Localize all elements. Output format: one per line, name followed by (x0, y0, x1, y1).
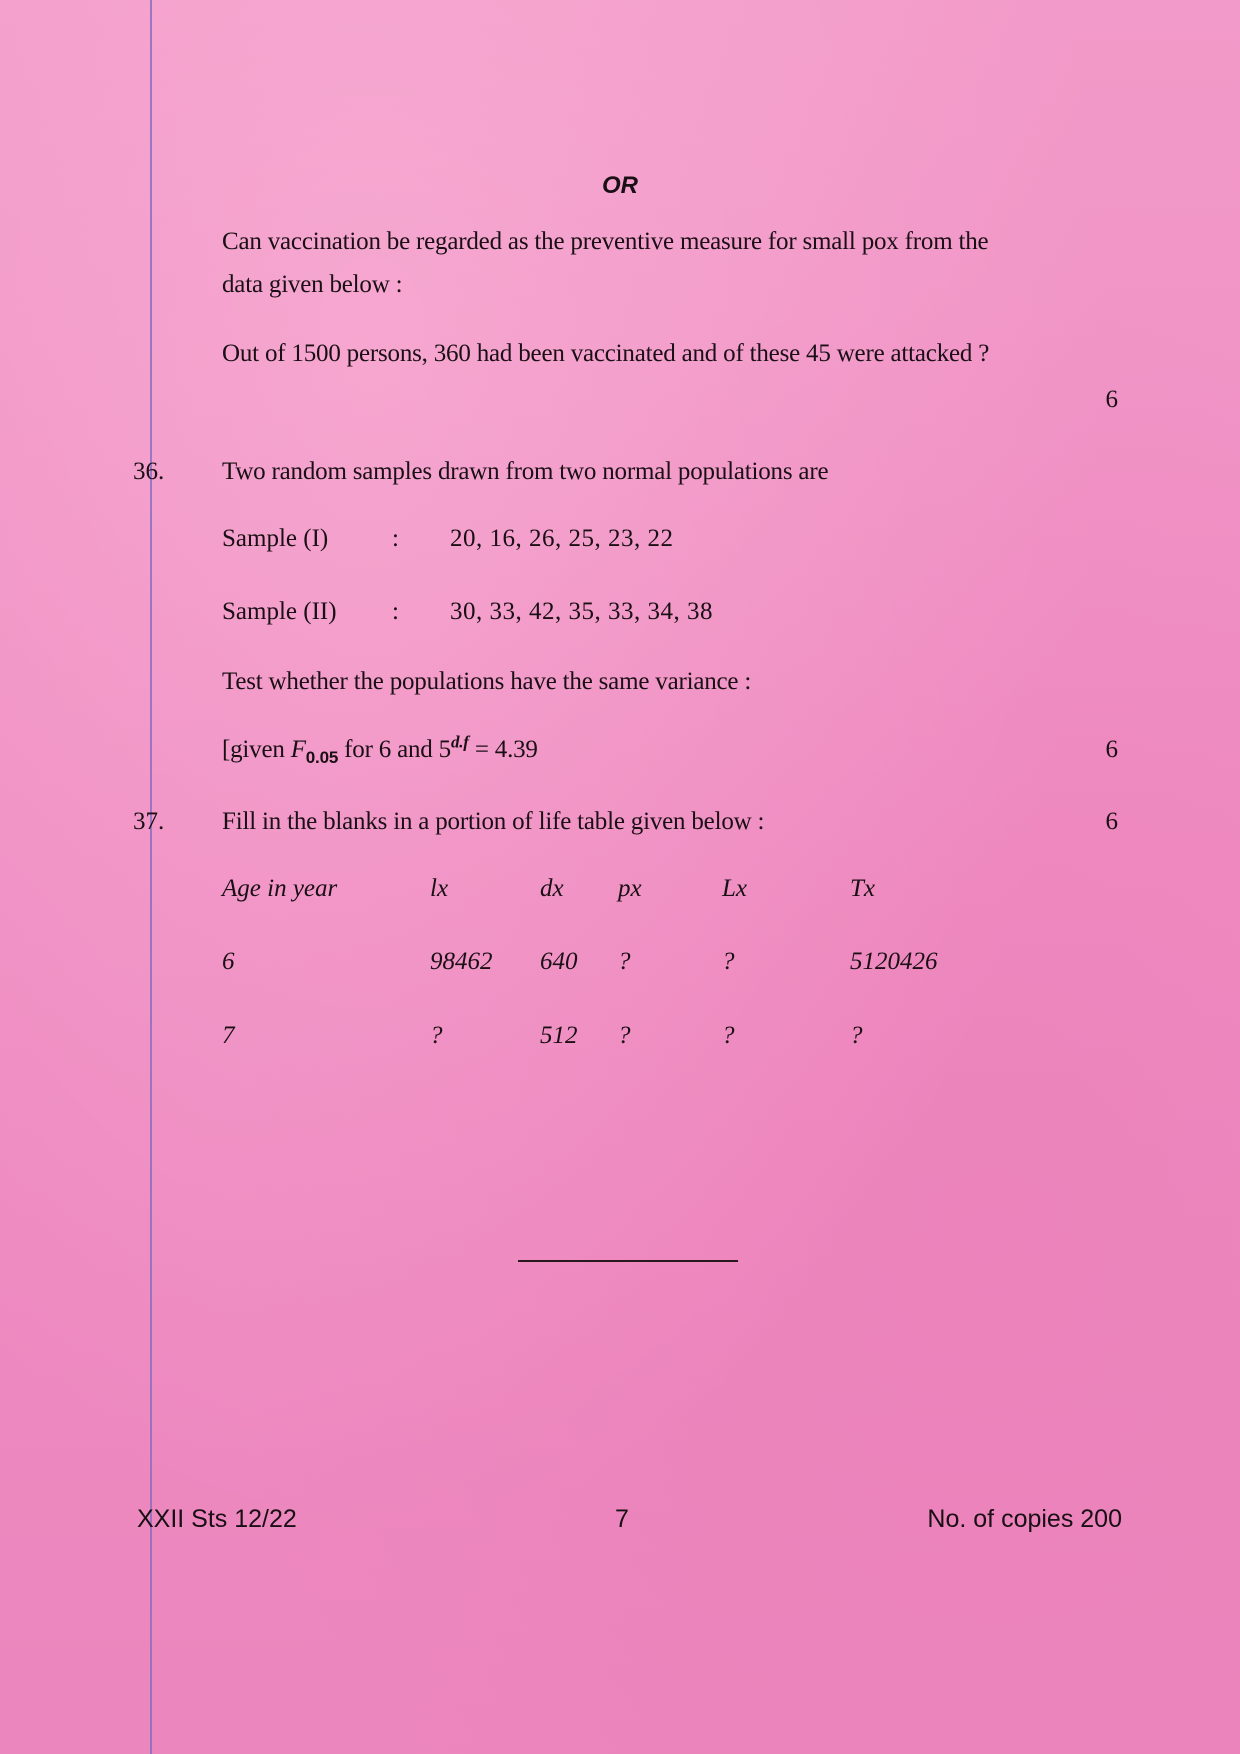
cell-px: ? (618, 1022, 631, 1049)
cell-age: 6 (222, 948, 235, 975)
life-table-header (222, 875, 1022, 915)
cell-Tx: ? (850, 1022, 863, 1049)
header-px: px (618, 875, 642, 902)
q37-intro: Fill in the blanks in a portion of life table given below : (222, 808, 765, 835)
q36-marks: 6 (1105, 736, 1118, 763)
sample-colon: : (392, 598, 399, 625)
sample-label: Sample (I) (222, 525, 329, 552)
or-heading: OR (602, 172, 638, 199)
given-mid: for 6 and 5 (338, 736, 451, 763)
cell-dx: 640 (540, 948, 578, 975)
sample-row-2 (222, 598, 1022, 638)
cell-Lx: ? (722, 948, 735, 975)
header-lx: lx (430, 875, 449, 902)
q36-given-line (222, 728, 1122, 771)
sample-row-1 (222, 525, 1022, 565)
sample-values: 20, 16, 26, 25, 23, 22 (450, 525, 674, 552)
table-row (222, 1022, 1022, 1062)
cell-px: ? (618, 948, 631, 975)
header-Lx: Lx (722, 875, 747, 902)
cell-lx: ? (430, 1022, 443, 1049)
header-age: Age in year (222, 875, 338, 902)
q36-intro: Two random samples drawn from two normal populations are (222, 458, 829, 485)
sample-colon: : (392, 525, 399, 552)
footer-copies: No. of copies 200 (927, 1505, 1122, 1533)
sample-values: 30, 33, 42, 35, 33, 34, 38 (450, 598, 713, 625)
q36-number: 36. (133, 458, 165, 485)
given-sup: d.f (450, 732, 469, 752)
table-row (222, 948, 1022, 988)
given-suffix: = 4.39 (468, 736, 538, 763)
alt-question-marks: 6 (1105, 386, 1118, 413)
given-sub: 0.05 (305, 748, 339, 767)
cell-age: 7 (222, 1022, 235, 1049)
footer-code: XXII Sts 12/22 (137, 1505, 297, 1533)
end-rule (518, 1260, 738, 1262)
header-Tx: Tx (850, 875, 875, 902)
given-f: F (290, 736, 306, 763)
alt-question-line1: Can vaccination be regarded as the preventive measure for small pox from the (222, 228, 989, 255)
sample-label: Sample (II) (222, 598, 337, 625)
footer-page-number: 7 (615, 1505, 629, 1533)
cell-dx: 512 (540, 1022, 578, 1049)
q36-test-line: Test whether the populations have the same variance : (222, 668, 752, 695)
header-dx: dx (540, 875, 564, 902)
cell-Lx: ? (722, 1022, 735, 1049)
q37-marks: 6 (1105, 808, 1118, 835)
cell-lx: 98462 (430, 948, 493, 975)
cell-Tx: 5120426 (850, 948, 938, 975)
q37-number: 37. (133, 808, 165, 835)
alt-question-line3: Out of 1500 persons, 360 had been vaccinated and of these 45 were attacked ? (222, 340, 990, 367)
alt-question-line2: data given below : (222, 271, 403, 298)
given-prefix: [given (222, 736, 291, 763)
